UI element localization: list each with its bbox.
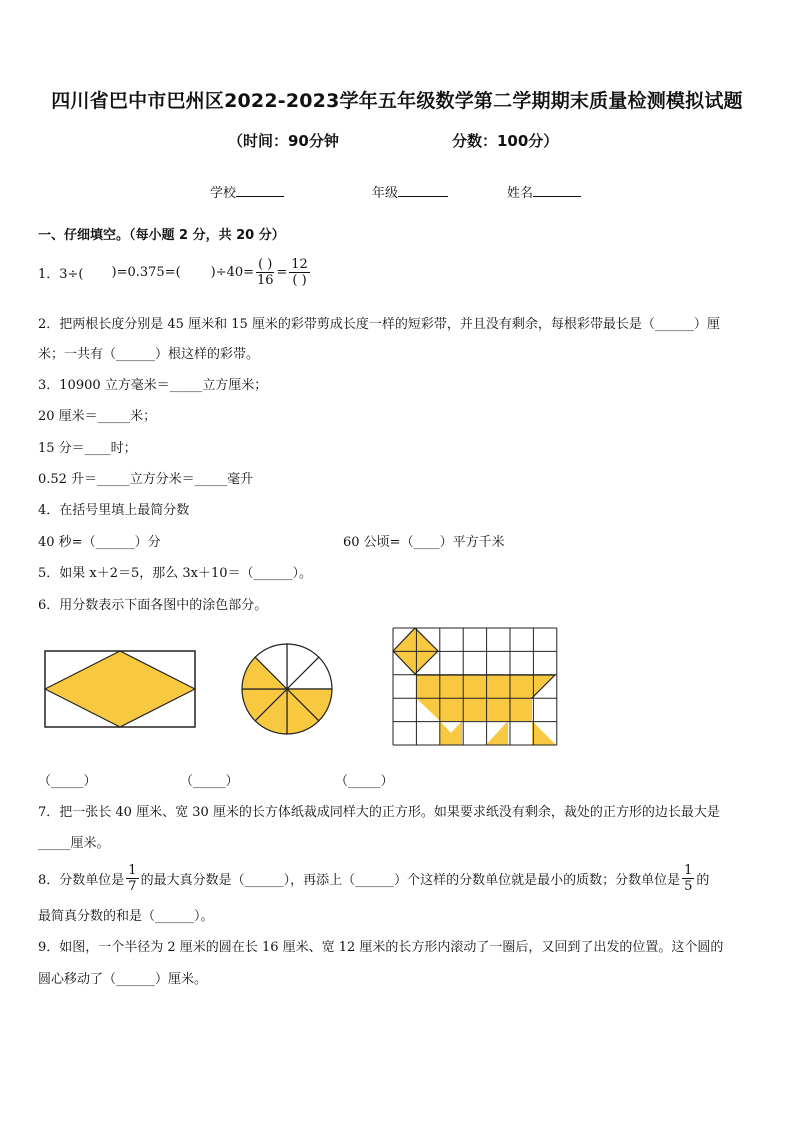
q4-part-a: 40 秒=（______）分 [38, 535, 161, 550]
q1-frac1-num: ( ) [258, 256, 273, 272]
q8-frac2-den: 5 [684, 878, 693, 894]
q6-answer-1[interactable]: （_____） [38, 774, 97, 789]
q1-fraction-2 [289, 257, 310, 288]
q1-frac1-den: 16 [256, 272, 274, 288]
q3-line-4: 0.52 升＝_____立方分米＝_____毫升 [38, 472, 254, 487]
q8-fraction-1 [126, 863, 138, 894]
name-field [507, 182, 581, 201]
question-5: 5．如果 x＋2＝5，那么 3x＋10＝（______）。 [38, 566, 313, 581]
exam-title: 四川省巴中市巴州区2022-2023学年五年级数学第二学期期末质量检测模拟试题 [51, 90, 743, 112]
q4-line-1: 4．在括号里填上最简分数 [38, 503, 190, 518]
question-1 [38, 252, 312, 292]
question-6: 6．用分数表示下面各图中的涂色部分。 [38, 598, 268, 613]
figure-rhombus [44, 650, 196, 730]
q1-frac2-num: 12 [291, 256, 308, 272]
q8-part-a: 8．分数单位是 [38, 872, 125, 888]
q9-line-2: 圆心移动了（______）厘米。 [38, 972, 208, 987]
q9-line-1: 9．如图，一个半径为 2 厘米的圆在长 16 厘米、宽 12 厘米的长方形内滚动了一圈后，又回到了出发的位置。这个圆的 [38, 940, 724, 955]
q8-part-c: 的 [696, 872, 710, 888]
figure-grid [392, 627, 559, 750]
q1-fraction-1 [256, 257, 274, 288]
q7-line-1: 7．把一张长 40 厘米、宽 30 厘米的长方体纸裁成同样大的正方形。如果要求纸没有剩余，裁处的正方形的边长最大是 [38, 805, 720, 820]
q1-eq: = [276, 264, 288, 280]
section-heading: 一、仔细填空。（每小题 2 分，共 20 分） [38, 228, 285, 243]
q2-line-2: 米；一共有（______）根这样的彩带。 [38, 347, 260, 362]
q3-line-2: 20 厘米＝_____米； [38, 409, 157, 424]
q4-part-b: 60 公顷=（____）平方千米 [343, 535, 505, 550]
grade-blank[interactable] [398, 183, 448, 197]
q2-line-1: 2．把两根长度分别是 45 厘米和 15 厘米的彩带剪成长度一样的短彩带，并且没有剩余，每根彩带最长是（______）厘 [38, 317, 720, 332]
q1-frac2-den: ( ) [292, 272, 307, 288]
school-label: 学校 [210, 186, 237, 201]
name-label: 姓名 [507, 186, 534, 201]
q1-mid2: )÷40= [210, 264, 255, 280]
figure-circle [240, 642, 334, 736]
q1-mid1: )=0.375=( [111, 264, 181, 280]
score-info: 分数：100分） [452, 132, 559, 150]
q8-frac2-num: 1 [684, 862, 693, 878]
q3-line-1: 3．10900 立方毫米＝_____立方厘米； [38, 378, 268, 393]
q8-frac1-den: 7 [128, 878, 137, 894]
q3-line-3: 15 分＝____时； [38, 441, 137, 456]
grade-label: 年级 [372, 186, 399, 201]
school-field [210, 182, 284, 201]
name-blank[interactable] [533, 183, 581, 197]
q6-answer-2[interactable]: （_____） [180, 774, 239, 789]
school-blank[interactable] [236, 183, 284, 197]
q8-frac1-num: 1 [128, 862, 137, 878]
q8-fraction-2 [682, 863, 694, 894]
q8-line-1 [38, 858, 709, 898]
time-info: （时间：90分钟 [228, 132, 339, 150]
grade-field [372, 182, 448, 201]
q8-part-b: 的最大真分数是（______），再添上（______）个这样的分数单位就是最小的质数；分数单位是 [140, 872, 681, 888]
q1-prefix: 1．3÷( [38, 266, 84, 282]
q6-answer-3[interactable]: （_____） [335, 774, 394, 789]
q7-line-2: _____厘米。 [38, 836, 110, 851]
q8-line-2: 最简真分数的和是（______）。 [38, 909, 214, 924]
